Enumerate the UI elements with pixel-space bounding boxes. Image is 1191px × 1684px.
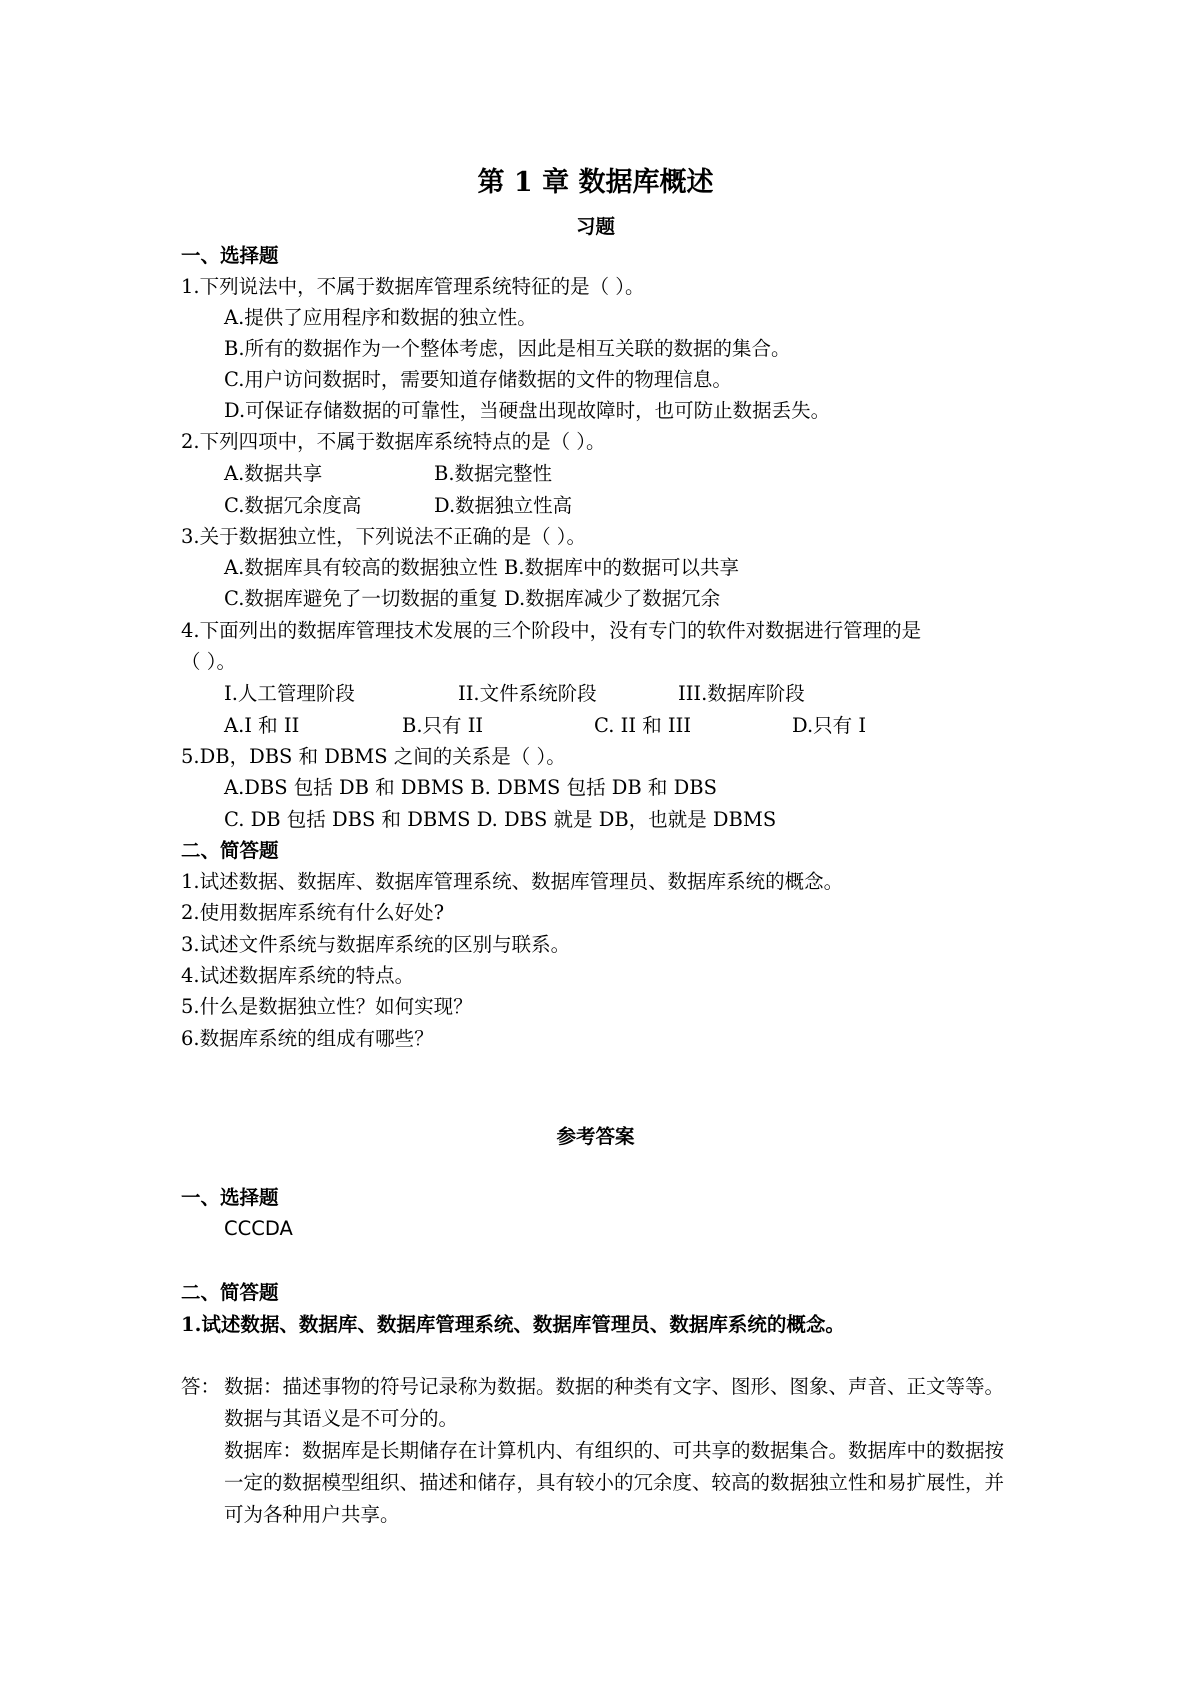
answer-database-paragraph: 数据库：数据库是长期储存在计算机内、有组织的、可共享的数据集合。数据库中的数据按一定的数据模型组织、描述和储存，具有较小的冗余度、较高的数据独立性和易扩展性，并可为各种用户共享。 <box>224 1439 1005 1526</box>
section-mc-heading: 一、选择题 <box>181 244 279 267</box>
answer-data-paragraph: 数据：描述事物的符号记录称为数据。数据的种类有文字、图形、图象、声音、正文等等。数据与其语义是不可分的。 <box>224 1375 1005 1430</box>
q1-option-d: D.可保证存储数据的可靠性，当硬盘出现故障时，也可防止数据丢失。 <box>224 399 831 422</box>
q2-stem-text: 2.下列四项中，不属于数据库系统特点的是（ ）。 <box>181 430 606 453</box>
q4-option-a: A.I 和 II <box>224 714 300 737</box>
q5-stem: 5.DB，DBS 和 DBMS 之间的关系是（ ）。 <box>181 745 566 768</box>
section-short-heading: 二、简答题 <box>181 839 279 862</box>
answers-title: 参考答案 <box>556 1125 635 1148</box>
answers-short-heading: 二、简答题 <box>181 1281 279 1304</box>
short-question-3: 3.试述文件系统与数据库系统的区别与联系。 <box>181 933 571 956</box>
q5-options-row1: A.DBS 包括 DB 和 DBMS B. DBMS 包括 DB 和 DBS <box>224 776 717 799</box>
q4-stage-ii: II.文件系统阶段 <box>458 682 597 705</box>
q3-options-row1: A.数据库具有较高的数据独立性 B.数据库中的数据可以共享 <box>224 556 740 579</box>
answer-prefix: 答： <box>181 1375 221 1398</box>
short-question-1: 1.试述数据、数据库、数据库管理系统、数据库管理员、数据库系统的概念。 <box>181 870 844 893</box>
q2-option-d: D.数据独立性高 <box>434 494 573 517</box>
short-question-2: 2.使用数据库系统有什么好处? <box>181 901 445 924</box>
q4-stem-line1: 4.下面列出的数据库管理技术发展的三个阶段中，没有专门的软件对数据进行管理的是 <box>181 619 922 642</box>
q1-option-c: C.用户访问数据时，需要知道存储数据的文件的物理信息。 <box>224 368 732 391</box>
q4-option-c: C. II 和 III <box>594 714 692 737</box>
answers-mc-key: CCCDA <box>224 1217 293 1240</box>
q1-option-b: B.所有的数据作为一个整体考虑，因此是相互关联的数据的集合。 <box>224 337 791 360</box>
q4-stage-i: I.人工管理阶段 <box>224 682 355 705</box>
short-question-5: 5.什么是数据独立性？如何实现？ <box>181 995 473 1018</box>
answers-q1-title: 1.试述数据、数据库、数据库管理系统、数据库管理员、数据库系统的概念。 <box>181 1313 845 1336</box>
q3-options-row2: C.数据库避免了一切数据的重复 D.数据库减少了数据冗余 <box>224 587 721 610</box>
q1-stem: 1.下列说法中，不属于数据库管理系统特征的是（ ）。 <box>181 275 645 298</box>
q3-stem: 3.关于数据独立性，下列说法不正确的是（ ）。 <box>181 525 587 548</box>
q2-option-c: C.数据冗余度高 <box>224 494 362 517</box>
q4-option-d: D.只有 I <box>792 714 867 737</box>
q2-option-a: A.数据共享 <box>224 462 323 485</box>
answers-mc-heading: 一、选择题 <box>181 1186 279 1209</box>
short-question-6: 6.数据库系统的组成有哪些？ <box>181 1027 434 1050</box>
chapter-title: 第 1 章 数据库概述 <box>477 167 714 198</box>
q4-stem-line2: （ ）。 <box>181 650 236 673</box>
q4-stage-iii: III.数据库阶段 <box>678 682 805 705</box>
q5-options-row2: C. DB 包括 DBS 和 DBMS D. DBS 就是 DB，也就是 DBMS <box>224 808 777 831</box>
q1-option-a: A.提供了应用程序和数据的独立性。 <box>224 306 537 329</box>
q4-option-b: B.只有 II <box>402 714 484 737</box>
short-question-4: 4.试述数据库系统的特点。 <box>181 964 415 987</box>
exercises-subtitle: 习题 <box>575 215 615 238</box>
q2-option-b: B.数据完整性 <box>434 462 553 485</box>
